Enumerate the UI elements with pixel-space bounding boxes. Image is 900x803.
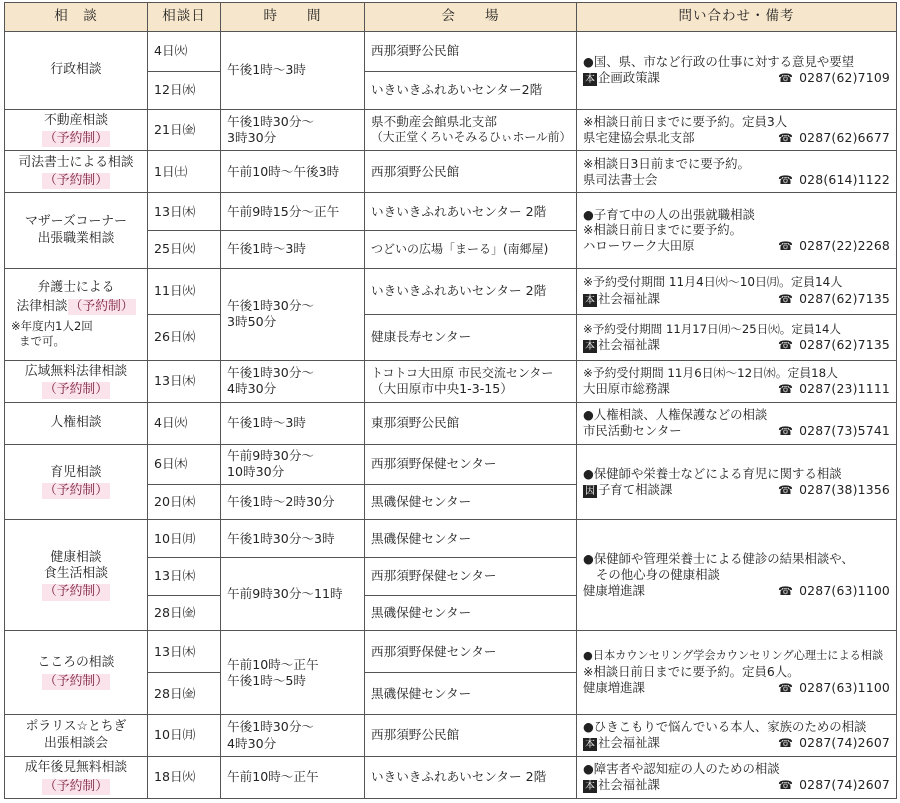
consultation-info: ●障害者や認知症の人のための相談 本 社会福祉課 ☎ 0287(74)2607 <box>577 757 897 799</box>
consultation-time: 午後1時30分～3時 <box>221 520 365 558</box>
hon-icon: 本 <box>585 295 595 306</box>
reservation-badge: （予約制） <box>44 130 108 146</box>
contact-line: 健康増進課 ☎ 0287(63)1100 <box>583 582 890 599</box>
header-inquiry: 問い合わせ・備考 <box>577 3 897 32</box>
consultation-venue: 黒磯保健センター <box>365 673 577 715</box>
header-row <box>5 3 897 32</box>
consultation-venue: 西那須野公民館 <box>365 32 577 72</box>
consultation-time: 午前10時～正午 午後1時～5時 <box>221 631 365 715</box>
phone-icon: ☎ <box>777 381 794 396</box>
consultation-info: ※予約受付期間 11月6日㈭～12日㈬。定員18人 大田原市総務課 ☎ 0287(23)1111 <box>577 360 897 402</box>
contact-line: ハローワーク大田原 ☎ 0287(22)2268 <box>583 238 890 254</box>
consultation-time: 午後1時30分～ 4時30分 <box>221 360 365 402</box>
consultation-info: ●保健師や管理栄養士による健診の結果相談や、 その他心身の健康相談 健康増進課 ☎ 0287(63)1100 <box>577 520 897 631</box>
consultation-venue: 黒磯保健センター <box>365 595 577 631</box>
consultation-name: ポラリス☆とちぎ 出張相談会 <box>5 715 148 757</box>
table-row <box>5 520 897 558</box>
contact-line: 健康増進課 ☎ 0287(63)1100 <box>583 679 890 695</box>
consultation-venue: 西那須野保健センター <box>365 631 577 673</box>
consultation-day: 21日㈮ <box>148 109 221 151</box>
table-row <box>5 402 897 444</box>
contact-line: 本 社会福祉課 ☎ 0287(74)2607 <box>585 777 890 793</box>
hon-icon: 本 <box>585 781 595 793</box>
consultation-time: 午後1時30分～ 4時30分 <box>221 715 365 757</box>
consultation-info: ※予約受付期間 11月4日㈫～10日㈪。定員14人 本 社会福祉課 ☎ 0287(62)7135 <box>577 268 897 314</box>
consultation-day: 12日㈬ <box>148 71 221 109</box>
consultation-venue: 黒磯保健センター <box>365 520 577 558</box>
contact-line: 本 社会福祉課 ☎ 0287(62)7135 <box>585 290 890 306</box>
consultation-info: ●保健師や栄養士などによる育児に関する相談 因 子育て相談課 ☎ 0287(38)1356 <box>577 444 897 519</box>
consultation-venue: トコトコ大田原 市民交流センター （大田原市中央1-3-15） <box>365 360 577 402</box>
phone-icon: ☎ <box>777 680 794 695</box>
consultation-day: 4日㈫ <box>148 32 221 72</box>
phone-icon: ☎ <box>777 130 794 145</box>
consultation-name: 成年後見無料相談 （予約制） <box>5 757 148 799</box>
reservation-badge: （予約制） <box>44 584 108 600</box>
consultation-venue: 黒磯保健センター <box>365 484 577 520</box>
contact-line: 市民活動センター ☎ 0287(73)5741 <box>583 423 890 439</box>
consultation-name: 広域無料法律相談 （予約制） <box>5 360 148 402</box>
reservation-badge: （予約制） <box>69 298 134 314</box>
consultation-schedule-table <box>4 2 897 799</box>
phone-icon: ☎ <box>777 71 794 86</box>
table-row <box>5 715 897 757</box>
table-row <box>5 193 897 231</box>
reservation-badge: （予約制） <box>44 483 108 498</box>
limit-note: ※年度内1人2回 まで可。 <box>11 319 93 348</box>
consultation-info: ●国、県、市など行政の仕事に対する意見や要望 本 企画政策課 ☎ 0287(62)7109 <box>577 32 897 110</box>
consultation-day: 28日㈮ <box>148 595 221 631</box>
consultation-venue: 西那須野公民館 <box>365 151 577 193</box>
consultation-day: 10日㈪ <box>148 715 221 757</box>
reservation-badge: （予約制） <box>44 673 108 689</box>
phone-icon: ☎ <box>777 482 794 497</box>
consultation-day: 13日㈭ <box>148 557 221 595</box>
consultation-time: 午前10時～午後3時 <box>221 151 365 193</box>
consultation-time: 午後1時～3時 <box>221 402 365 444</box>
consultation-info: ●人権相談、人権保護などの相談 市民活動センター ☎ 0287(73)5741 <box>577 402 897 444</box>
hon-icon: 本 <box>585 74 595 86</box>
consultation-day: 11日㈫ <box>148 268 221 314</box>
phone-icon: ☎ <box>777 736 794 751</box>
consultation-time: 午後1時～3時 <box>221 231 365 269</box>
consultation-venue: 西那須野保健センター <box>365 444 577 484</box>
table-row <box>5 360 897 402</box>
consultation-info: ●日本カウンセリング学会カウンセリング心理士による相談 ※相談日前日までに要予約。定員6人。 健康増進課 ☎ 0287(63)1100 <box>577 631 897 715</box>
reservation-badge: （予約制） <box>44 172 108 188</box>
contact-line: 本 社会福祉課 ☎ 0287(62)7135 <box>585 336 890 352</box>
contact-line: 大田原市総務課 ☎ 0287(23)1111 <box>583 380 890 397</box>
consultation-day: 20日㈭ <box>148 484 221 520</box>
header-time: 時 間 <box>221 3 365 32</box>
consultation-name: 人権相談 <box>5 402 148 444</box>
consultation-day: 25日㈫ <box>148 231 221 269</box>
consultation-day: 1日㈯ <box>148 151 221 193</box>
consultation-name: 司法書士による相談 （予約制） <box>5 151 148 193</box>
consultation-day: 6日㈭ <box>148 444 221 484</box>
consultation-venue: 健康長寿センター <box>365 314 577 360</box>
consultation-time: 午後1時～2時30分 <box>221 484 365 520</box>
consultation-venue: 県不動産会館県北支部 （大正堂くろいそみるひぃホール前） <box>365 109 577 151</box>
consultation-info: ※相談日3日前までに要予約。 県司法書士会 ☎ 028(614)1122 <box>577 151 897 193</box>
consultation-day: 4日㈫ <box>148 402 221 444</box>
consultation-venue: いきいきふれあいセンター 2階 <box>365 268 577 314</box>
contact-line: 県宅建協会県北支部 ☎ 0287(62)6677 <box>583 129 890 145</box>
header-venue: 会 場 <box>365 3 577 32</box>
consultation-info: ●子育て中の人の出張就職相談 ※相談日前日までに要予約。 ハローワーク大田原 ☎ 0287(22)2268 <box>577 193 897 268</box>
contact-line: 本 企画政策課 ☎ 0287(62)7109 <box>585 70 890 86</box>
consultation-venue: 西那須野保健センター <box>365 557 577 595</box>
consultation-venue: いきいきふれあいセンター2階 <box>365 71 577 109</box>
contact-line: 因 子育て相談課 ☎ 0287(38)1356 <box>585 481 890 497</box>
consultation-name: 行政相談 <box>5 32 148 110</box>
consultation-day: 26日㈬ <box>148 314 221 360</box>
phone-icon: ☎ <box>777 424 794 439</box>
header-date: 相談日 <box>148 3 221 32</box>
phone-icon: ☎ <box>777 239 794 254</box>
contact-line: 本 社会福祉課 ☎ 0287(74)2607 <box>585 735 890 751</box>
consultation-day: 18日㈫ <box>148 757 221 799</box>
consultation-venue: いきいきふれあいセンター 2階 <box>365 757 577 799</box>
consultation-time: 午後1時～3時 <box>221 32 365 110</box>
consultation-venue: つどいの広場「まーる」(南郷屋) <box>365 231 577 269</box>
kodomo-icon: 因 <box>585 485 595 497</box>
consultation-time: 午前10時～正午 <box>221 757 365 799</box>
table-row <box>5 631 897 673</box>
consultation-name: 不動産相談 （予約制） <box>5 109 148 151</box>
phone-icon: ☎ <box>777 172 794 187</box>
phone-icon: ☎ <box>777 291 794 306</box>
consultation-info: ※相談日前日までに要予約。定員3人 県宅建協会県北支部 ☎ 0287(62)6677 <box>577 109 897 151</box>
phone-icon: ☎ <box>777 337 794 352</box>
table-row <box>5 268 897 314</box>
table-row <box>5 151 897 193</box>
contact-line: 県司法書士会 ☎ 028(614)1122 <box>583 171 890 187</box>
table-row <box>5 757 897 799</box>
table-row <box>5 109 897 151</box>
consultation-day: 10日㈪ <box>148 520 221 558</box>
reservation-badge: （予約制） <box>44 778 108 794</box>
consultation-info: ●ひきこもりで悩んでいる本人、家族のための相談 本 社会福祉課 ☎ 0287(74)2607 <box>577 715 897 757</box>
header-consultation: 相 談 <box>5 3 148 32</box>
consultation-name: マザーズコーナー 出張職業相談 <box>5 193 148 268</box>
phone-icon: ☎ <box>777 583 794 598</box>
consultation-day: 13日㈭ <box>148 631 221 673</box>
table-row <box>5 32 897 72</box>
consultation-name: こころの相談 （予約制） <box>5 631 148 715</box>
consultation-name: 育児相談 （予約制） <box>5 444 148 519</box>
table-row <box>5 444 897 484</box>
hon-icon: 本 <box>585 340 595 352</box>
reservation-badge: （予約制） <box>44 382 108 398</box>
consultation-day: 13日㈭ <box>148 360 221 402</box>
consultation-day: 13日㈭ <box>148 193 221 231</box>
consultation-time: 午前9時30分～11時 <box>221 557 365 630</box>
consultation-time: 午前9時15分～正午 <box>221 193 365 231</box>
consultation-time: 午後1時30分～ 3時30分 <box>221 109 365 151</box>
consultation-day: 28日㈮ <box>148 673 221 715</box>
consultation-venue: いきいきふれあいセンター 2階 <box>365 193 577 231</box>
consultation-venue: 東那須野公民館 <box>365 402 577 444</box>
consultation-time: 午後1時30分～ 3時50分 <box>221 268 365 360</box>
consultation-info: ※予約受付期間 11月17日㈪～25日㈫。定員14人 本 社会福祉課 ☎ 0287(62)7135 <box>577 314 897 360</box>
hon-icon: 本 <box>585 739 595 751</box>
consultation-name: 弁護士による 法律相談 （予約制） ※年度内1人2回 まで可。 <box>5 268 148 360</box>
phone-icon: ☎ <box>777 778 794 793</box>
consultation-time: 午前9時30分～ 10時30分 <box>221 444 365 484</box>
consultation-name: 健康相談 食生活相談 （予約制） <box>5 520 148 631</box>
consultation-venue: 西那須野公民館 <box>365 715 577 757</box>
